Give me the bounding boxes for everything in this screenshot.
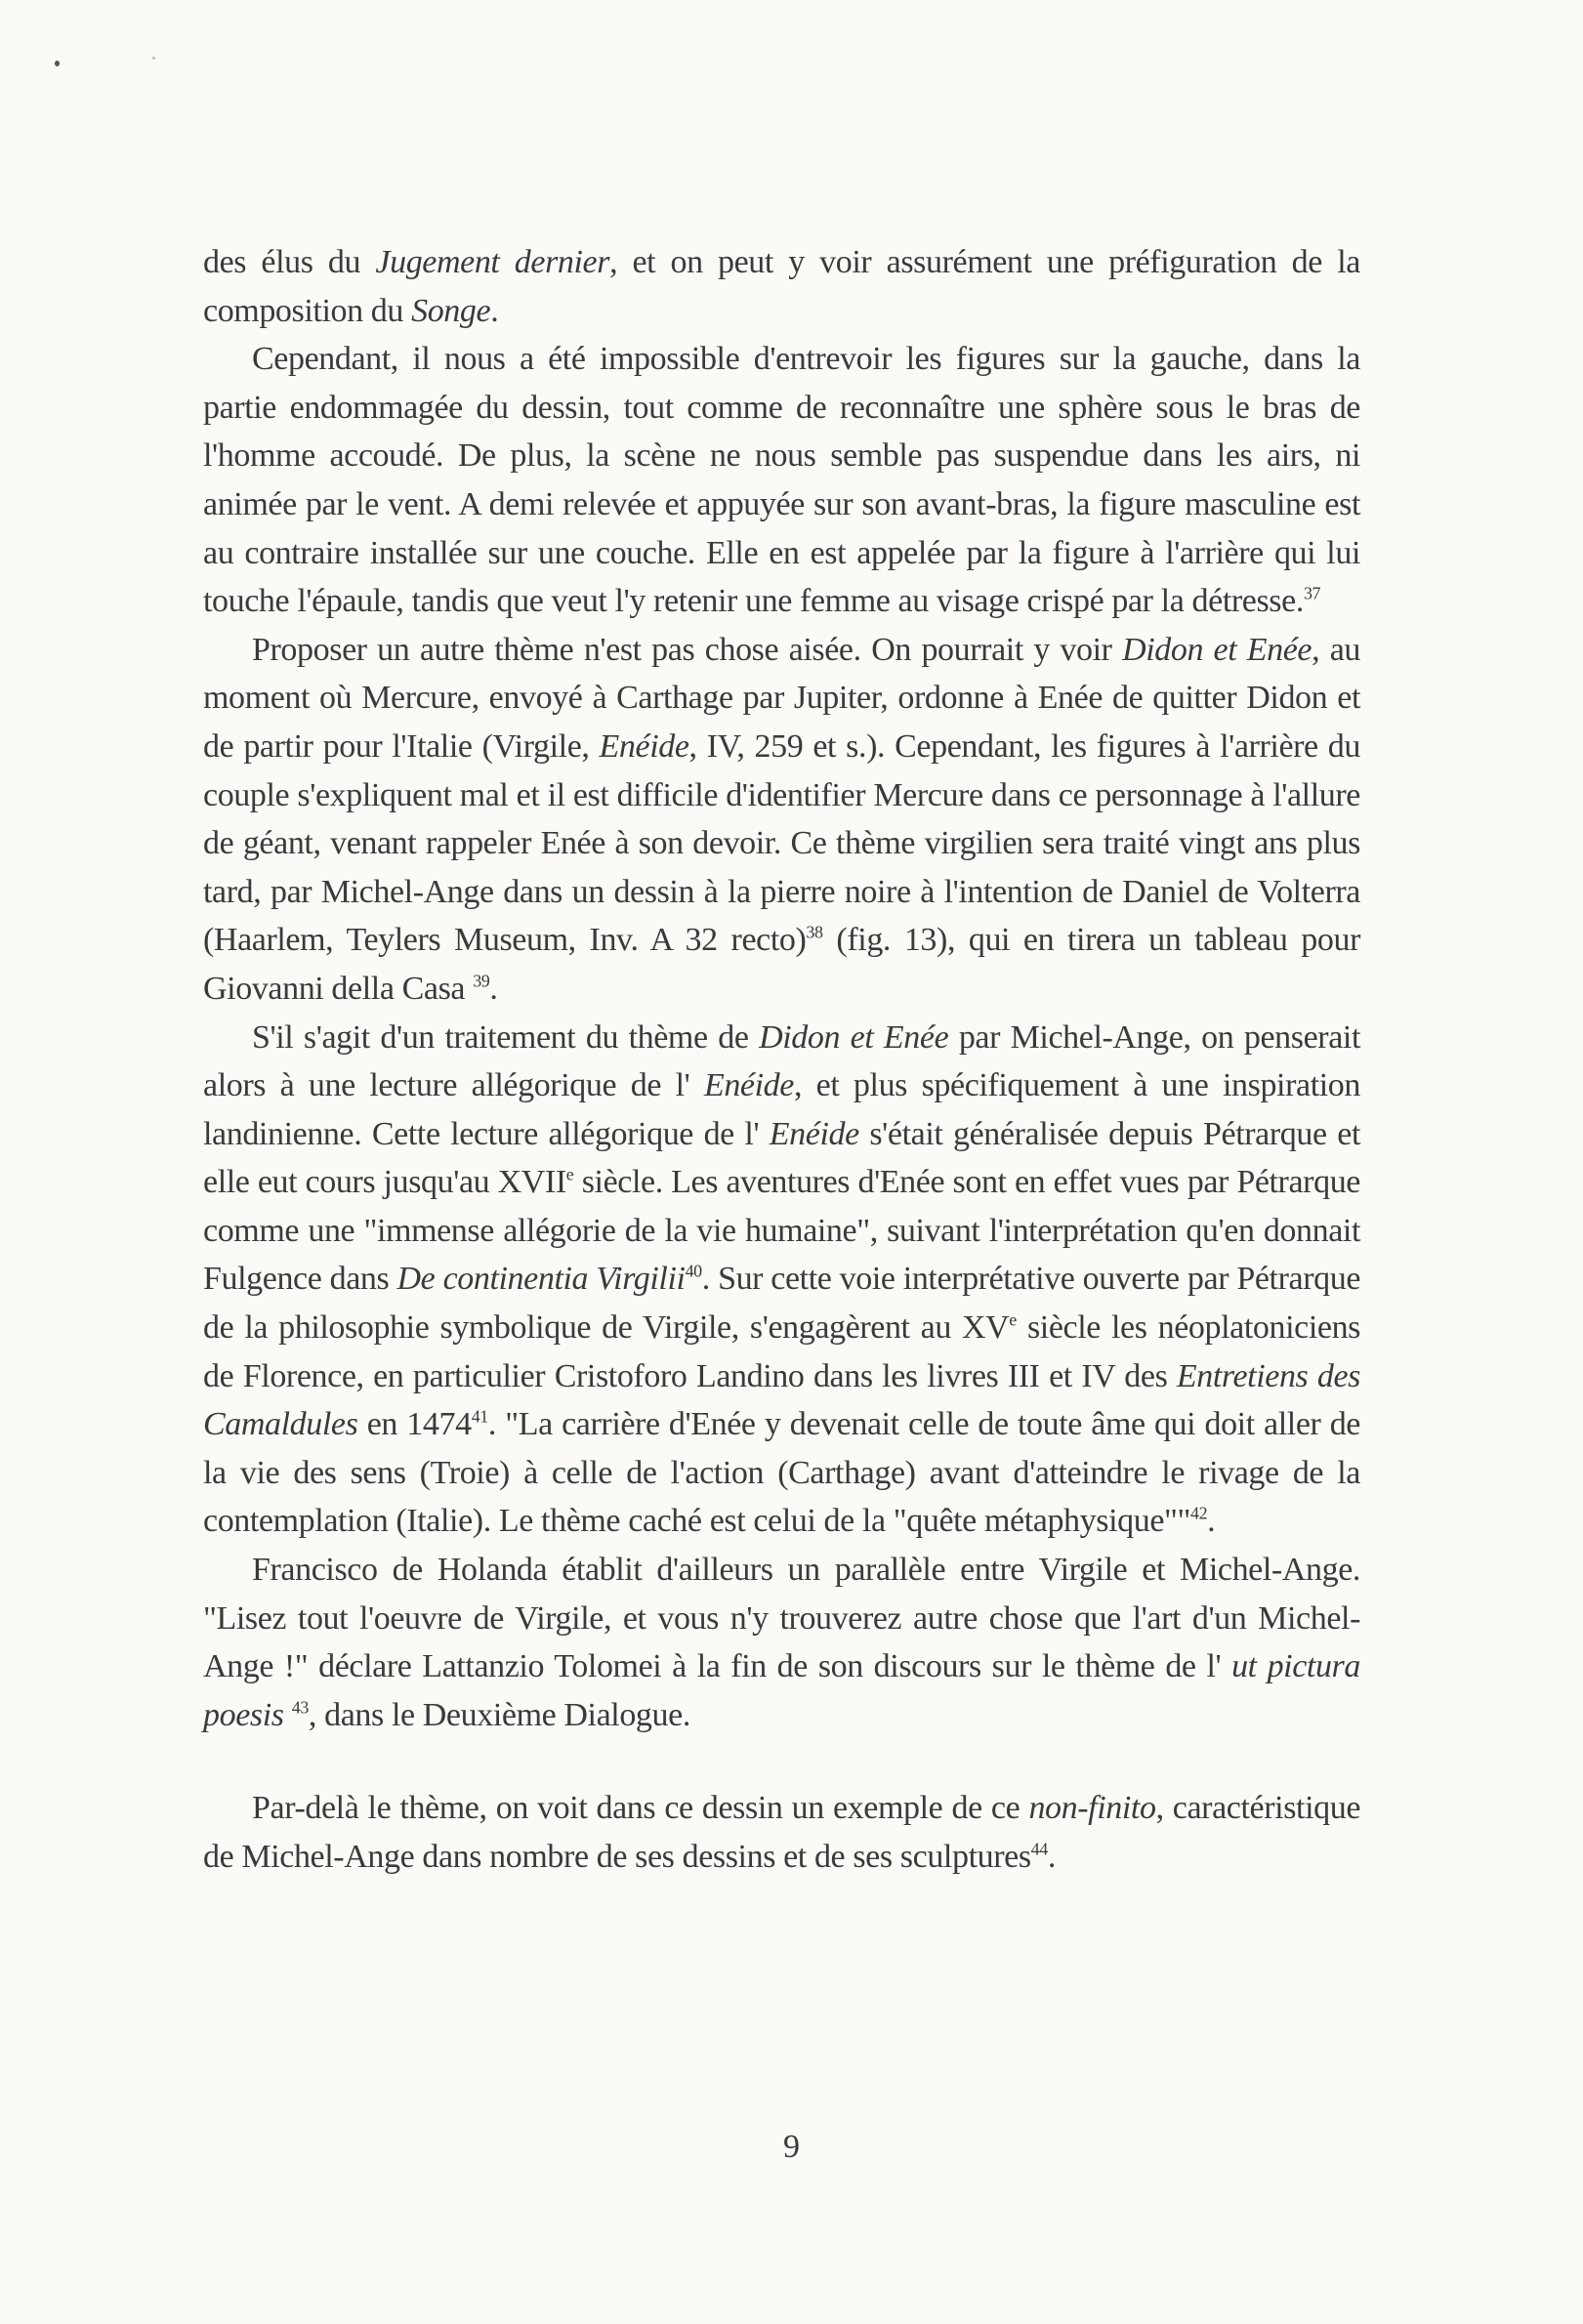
paragraph xyxy=(203,335,1360,626)
italic-title: Jugement dernier xyxy=(375,244,610,280)
paragraph xyxy=(203,238,1360,335)
text-run: en 1474 xyxy=(357,1406,472,1443)
footnote-ref: 44 xyxy=(1030,1839,1048,1859)
paragraph xyxy=(203,1014,1360,1547)
footnote-ref: 43 xyxy=(291,1697,309,1718)
text-run: , IV, 259 et s.). Cependant, les figures à l'arrière du couple s'expliquent mal et il est difficile d'identifier Mercure dans ce personnage à l'allure de géant, venant rappeler Enée à son devoir. Ce thème virgilien sera traité vingt ans plus tard, par Michel-Ange dans un dessin à la pierre noire à l'intention de Daniel de Volterra (Haarlem, Teylers Museum, Inv. A 32 recto) xyxy=(203,727,1360,959)
text-run: . xyxy=(1207,1503,1216,1540)
italic-title: Enéide xyxy=(703,1067,794,1104)
text-run: . xyxy=(490,292,499,329)
text-run: des élus du xyxy=(203,244,376,280)
footnote-ref: 42 xyxy=(1189,1504,1208,1524)
italic-title: Enéide xyxy=(599,727,689,765)
footnote-ref: 38 xyxy=(806,922,823,942)
footnote-ref: 39 xyxy=(473,971,490,991)
italic-title: ut pictura poesis xyxy=(203,1648,1360,1733)
text-run: s'était généralisée depuis Pétrarque et elle eut cours jusqu'au XVII xyxy=(203,1115,1360,1201)
body-text xyxy=(203,238,1360,1882)
footnote-ref: 41 xyxy=(471,1406,488,1427)
text-run: . xyxy=(489,970,498,1007)
text-run: siècle. Les aventures d'Enée sont en effet vues par Pétrarque comme une "immense allégorie de la vie humaine", suivant l'interprétation qu'en donnait Fulgence dans xyxy=(203,1164,1360,1298)
text-run: . xyxy=(1047,1839,1056,1875)
italic-title: Didon et Enée xyxy=(1122,631,1312,668)
footnote-ref: e xyxy=(565,1164,574,1184)
paragraph xyxy=(203,626,1360,1014)
text-run: par Michel-Ange, on penserait alors à une lecture allégorique de l' xyxy=(203,1018,1361,1104)
text-run: , et plus spécifiquement à une inspiration landinienne. Cette lecture allégorique de l' xyxy=(203,1067,1360,1152)
scan-speck xyxy=(55,61,60,66)
footnote-ref: 40 xyxy=(685,1262,702,1282)
italic-title: Songe xyxy=(411,292,491,329)
text-run: Francisco de Holanda établit d'ailleurs un parallèle entre Virgile et Michel-Ange. "Lisez tout l'oeuvre de Virgile, et vous n'y trouverez autre chose que l'art d'un Michel-Ange !" déclare Lattanzio Tolomei à la fin de son discours sur le thème de l' xyxy=(203,1552,1360,1685)
text-run: , dans le Deuxième Dialogue. xyxy=(308,1696,690,1733)
text-run: S'il s'agit d'un traitement du thème de xyxy=(252,1018,760,1056)
text-run: . "La carrière d'Enée y devenait celle de toute âme qui doit aller de la vie des sens (Troie) à celle de l'action (Carthage) avant d'atteindre le rivage de la contemplation (Italie). Le thème caché est celui de la "quête métaphysique"" xyxy=(203,1406,1360,1540)
italic-title: Entretiens des Camaldules xyxy=(203,1357,1360,1443)
footnote-ref: e xyxy=(1009,1309,1017,1330)
italic-title: Didon et Enée xyxy=(759,1018,949,1056)
scan-speck xyxy=(152,57,155,60)
text-run: , et on peut y voir assurément une préfiguration de la composition du xyxy=(203,244,1360,329)
footnote-ref: 37 xyxy=(1303,583,1321,603)
text-run: Proposer un autre thème n'est pas chose aisée. On pourrait y voir xyxy=(252,631,1123,668)
text-run: siècle les néoplatoniciens de Florence, en particulier Cristoforo Landino dans les livres III et IV des xyxy=(203,1309,1360,1394)
text-run xyxy=(284,1697,292,1733)
italic-title: non-finito xyxy=(1028,1790,1156,1827)
text-run: . Sur cette voie interprétative ouverte par Pétrarque de la philosophie symbolique de Virgile, s'engagèrent au XV xyxy=(203,1261,1361,1347)
italic-title: Enéide xyxy=(769,1115,859,1152)
paragraph xyxy=(203,1784,1360,1881)
paragraph xyxy=(203,1546,1360,1739)
text-run: , au moment où Mercure, envoyé à Carthage par Jupiter, ordonne à Enée de quitter Didon et de partir pour l'Italie (Virgile, xyxy=(203,631,1360,765)
text-run: , caractéristique de Michel-Ange dans nombre de ses dessins et de ses sculptures xyxy=(203,1790,1361,1875)
text-run: (fig. 13), qui en tirera un tableau pour Giovanni della Casa xyxy=(203,922,1360,1007)
page-number: 9 xyxy=(783,2129,800,2165)
italic-title: De continentia Virgilii xyxy=(396,1261,686,1298)
text-run: Par-delà le thème, on voit dans ce dessin un exemple de ce xyxy=(252,1790,1029,1827)
text-run: Cependant, il nous a été impossible d'entrevoir les figures sur la gauche, dans la partie endommagée du dessin, tout comme de reconnaître une sphère sous le bras de l'homme accoudé. De plus, la scène ne nous semble pas suspendue dans les airs, ni animée par le vent. A demi relevée et appuyée sur son avant-bras, la figure masculine est au contraire installée sur une couche. Elle en est appelée par la figure à l'arrière qui lui touche l'épaule, tandis que veut l'y retenir une femme au visage crispé par la détresse. xyxy=(203,341,1360,620)
